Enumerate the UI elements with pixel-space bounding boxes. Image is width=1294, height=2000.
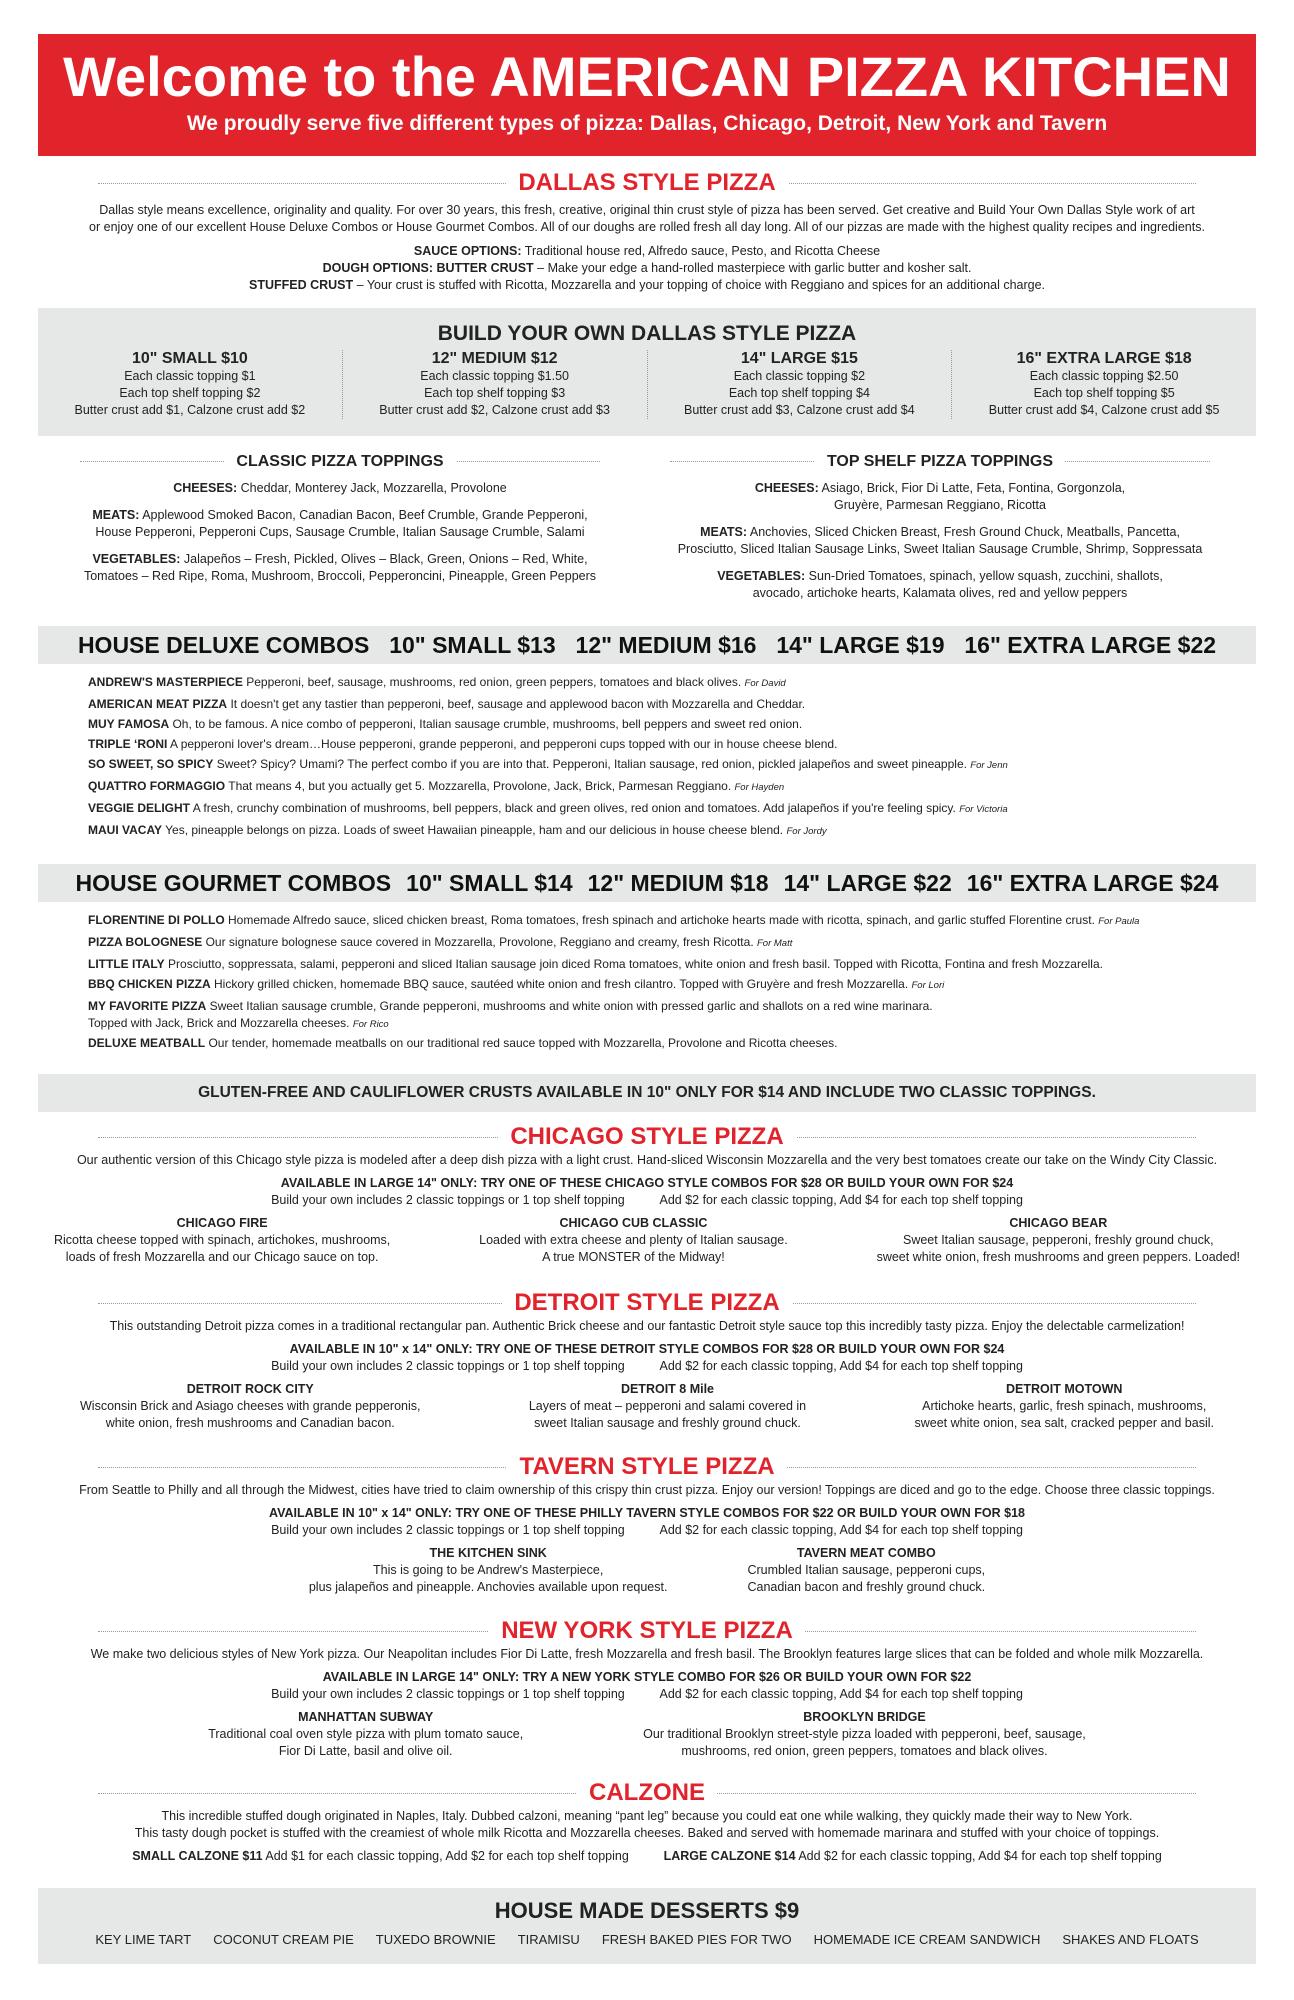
item-name: SO SWEET, SO SPICY xyxy=(88,757,214,771)
byo-title: BUILD YOUR OWN DALLAS STYLE PIZZA xyxy=(437,322,857,345)
detroit-title: DETROIT STYLE PIZZA xyxy=(502,1288,791,1318)
size-line: Each top shelf topping $5 xyxy=(1033,386,1175,400)
calzone-section xyxy=(0,1778,1294,1865)
size-line: Each top shelf topping $2 xyxy=(119,386,261,400)
item-dedication: For Paula xyxy=(1098,916,1140,927)
list-item xyxy=(88,672,1238,694)
list-item xyxy=(88,932,1248,954)
item-name: DELUXE MEATBALL xyxy=(88,1036,206,1050)
size-name: 10" SMALL $10 xyxy=(131,350,248,367)
combo-desc: Sweet Italian sausage, pepperoni, freshly ground chuck, xyxy=(902,1233,1214,1247)
item-name: QUATTRO FORMAGGIO xyxy=(88,779,226,793)
tavern-section xyxy=(0,1452,1294,1596)
detroit-intro: This outstanding Detroit pizza comes in a traditional rectangular pan. Authentic Brick cheese and our fantastic Detroit style sauce top this incredibly tasty pizza. Enjoy the delectable carmelization! xyxy=(109,1319,1185,1333)
tavern-add: Add $2 for each classic topping, Add $4 for each top shelf topping xyxy=(659,1523,1023,1537)
classic-meats-2: House Pepperoni, Pepperoni Cups, Sausage Crumble, Italian Sausage Crumble, Salami xyxy=(95,525,585,539)
deluxe-price: 16" EXTRA LARGE $22 xyxy=(964,631,1217,658)
page-subtitle: We proudly serve five different types of pizza: Dallas, Chicago, Detroit, New York and Tavern xyxy=(186,112,1108,135)
list-item xyxy=(88,1015,1248,1033)
sauce-label: SAUCE OPTIONS: xyxy=(413,244,522,258)
small-calzone-desc: Add $1 for each classic topping, Add $2 for each top shelf topping xyxy=(265,1849,629,1863)
deluxe-price: 10" SMALL $13 xyxy=(389,631,556,658)
size-line: Each top shelf topping $3 xyxy=(424,386,566,400)
deluxe-band xyxy=(38,626,1256,664)
item-name: VEGGIE DELIGHT xyxy=(88,801,191,815)
combo-name: BROOKLYN BRIDGE xyxy=(803,1710,926,1724)
topshelf-cheeses-2: Gruyère, Parmesan Reggiano, Ricotta xyxy=(834,498,1046,512)
large-calzone-desc: Add $2 for each classic topping, Add $4 for each top shelf topping xyxy=(798,1849,1162,1863)
classic-meats: Applewood Smoked Bacon, Canadian Bacon, Beef Crumble, Grande Pepperoni, xyxy=(142,508,588,522)
combo-desc: Canadian bacon and freshly ground chuck. xyxy=(747,1580,986,1594)
stuffed-crust: – Your crust is stuffed with Ricotta, Mozzarella and your topping of choice with Reggiano and spices for an additional charge. xyxy=(356,278,1046,292)
size-line: Each classic topping $2.50 xyxy=(1029,369,1179,383)
calzone-intro-1: This incredible stuffed dough originated in Naples, Italy. Dubbed calzoni, meaning “pant leg” because you could eat one while walking, they quickly made their way to New York. xyxy=(161,1809,1133,1823)
item-desc: Our tender, homemade meatballs on our traditional red sauce topped with Mozzarella, Provolone and Ricotta cheeses. xyxy=(208,1036,838,1050)
list-item xyxy=(88,820,1238,842)
list-item xyxy=(88,1033,1248,1053)
size-line: Butter crust add $4, Calzone crust add $5 xyxy=(988,403,1220,417)
combo-card xyxy=(747,1545,985,1596)
combo-desc: sweet white onion, sea salt, cracked pepper and basil. xyxy=(914,1416,1214,1430)
stuffed-label: STUFFED CRUST xyxy=(248,278,354,292)
item-dedication: For Hayden xyxy=(734,782,785,793)
size-line: Each classic topping $2 xyxy=(733,369,866,383)
dessert-item: TIRAMISU xyxy=(517,1932,580,1947)
list-item xyxy=(88,996,1248,1015)
item-name: MAUI VACAY xyxy=(88,823,163,837)
combo-desc: A true MONSTER of the Midway! xyxy=(542,1250,725,1264)
combo-card xyxy=(877,1215,1240,1266)
detroit-availability: AVAILABLE IN 10" x 14" ONLY: TRY ONE OF THESE DETROIT STYLE COMBOS FOR $28 OR BUILD YOUR OWN FOR $24 xyxy=(289,1342,1005,1356)
detroit-section xyxy=(0,1288,1294,1432)
item-name: MY FAVORITE PIZZA xyxy=(88,999,207,1013)
combo-desc: Crumbled Italian sausage, pepperoni cups, xyxy=(747,1563,986,1577)
combo-name: MANHATTAN SUBWAY xyxy=(298,1710,434,1724)
size-line: Butter crust add $1, Calzone crust add $2 xyxy=(74,403,306,417)
list-item xyxy=(88,910,1248,932)
item-name: FLORENTINE DI POLLO xyxy=(88,913,225,927)
newyork-title: NEW YORK STYLE PIZZA xyxy=(489,1616,805,1646)
tavern-byo: Build your own includes 2 classic toppings or 1 top shelf topping xyxy=(271,1523,625,1537)
chicago-title: CHICAGO STYLE PIZZA xyxy=(498,1122,795,1152)
item-desc: Sweet Italian sausage crumble, Grande pepperoni, mushrooms and white onion with pressed garlic and shallots on a red wine marinara. xyxy=(209,999,933,1013)
combo-desc: Layers of meat – pepperoni and salami covered in xyxy=(528,1399,807,1413)
chicago-availability: AVAILABLE IN LARGE 14" ONLY: TRY ONE OF THESE CHICAGO STYLE COMBOS FOR $28 OR BUILD YOUR OWN FOR $24 xyxy=(280,1176,1014,1190)
combo-desc: Wisconsin Brick and Asiago cheeses with grande pepperonis, xyxy=(80,1399,421,1413)
topshelf-toppings xyxy=(650,450,1230,602)
gourmet-price: 14" LARGE $22 xyxy=(783,869,952,896)
list-item xyxy=(88,694,1238,714)
sauce-options: Traditional house red, Alfredo sauce, Pesto, and Ricotta Cheese xyxy=(524,244,881,258)
gluten-free-note: GLUTEN-FREE AND CAULIFLOWER CRUSTS AVAILABLE IN 10" ONLY FOR $14 AND INCLUDE TWO CLASSIC TOPPINGS. xyxy=(38,1074,1256,1112)
combo-card xyxy=(479,1215,788,1266)
item-desc: A fresh, crunchy combination of mushrooms, bell peppers, black and green olives, red onion and tomatoes. Add jalapeños if you're feeling spicy. xyxy=(192,801,956,815)
tavern-intro: From Seattle to Philly and all through the Midwest, cities have tried to claim ownership of this crispy thin crust pizza. Enjoy our version! Toppings are diced and go to the edge. Choose three classic toppings. xyxy=(79,1483,1215,1497)
item-name: MUY FAMOSA xyxy=(88,717,170,731)
newyork-section xyxy=(0,1616,1294,1760)
list-item xyxy=(88,734,1238,754)
detroit-add: Add $2 for each classic topping, Add $4 for each top shelf topping xyxy=(659,1359,1023,1373)
item-dedication: For Lori xyxy=(911,980,945,991)
dough-options: – Make your edge a hand-rolled masterpiece with garlic butter and kosher salt. xyxy=(537,261,972,275)
size-large xyxy=(648,350,953,419)
topshelf-meats-2: Prosciutto, Sliced Italian Sausage Links, Sweet Italian Sausage Crumble, Shrimp, Soppressata xyxy=(677,542,1203,556)
dallas-title: DALLAS STYLE PIZZA xyxy=(506,168,787,198)
chicago-section xyxy=(0,1122,1294,1266)
item-desc: Hickory grilled chicken, homemade BBQ sauce, sautéed white onion and fresh cilantro. Topped with Gruyère and fresh Mozzarella. xyxy=(214,977,909,991)
gourmet-list xyxy=(88,910,1248,1053)
header-banner xyxy=(38,34,1256,156)
topshelf-veg-2: avocado, artichoke hearts, Kalamata olives, red and yellow peppers xyxy=(752,586,1128,600)
topshelf-veg: Sun-Dried Tomatoes, spinach, yellow squash, zucchini, shallots, xyxy=(808,569,1163,583)
combo-desc: Loaded with extra cheese and plenty of Italian sausage. xyxy=(479,1233,788,1247)
label: VEGETABLES: xyxy=(717,569,806,583)
small-calzone-label: SMALL CALZONE $11 xyxy=(132,1849,263,1863)
deluxe-list xyxy=(88,672,1238,842)
classic-cheeses: Cheddar, Monterey Jack, Mozzarella, Provolone xyxy=(240,481,507,495)
chicago-add: Add $2 for each classic topping, Add $4 for each top shelf topping xyxy=(659,1193,1023,1207)
item-desc: Our signature bolognese sauce covered in Mozzarella, Provolone, Reggiano and creamy, fresh Ricotta. xyxy=(205,935,754,949)
dessert-item: TUXEDO BROWNIE xyxy=(375,1932,496,1947)
size-line: Each classic topping $1 xyxy=(124,369,256,383)
dallas-intro-2: or enjoy one of our excellent House Deluxe Combos or House Gourmet Combos. All of our doughs are rolled fresh all day long. All of our pizzas are made with the highest quality recipes and ingredients. xyxy=(89,220,1205,234)
item-dedication: For Victoria xyxy=(959,804,1008,815)
size-line: Each top shelf topping $4 xyxy=(728,386,870,400)
dessert-item: COCONUT CREAM PIE xyxy=(213,1932,354,1947)
combo-name: DETROIT ROCK CITY xyxy=(186,1382,314,1396)
dessert-item: FRESH BAKED PIES FOR TWO xyxy=(601,1932,792,1947)
combo-desc: white onion, fresh mushrooms and Canadian bacon. xyxy=(105,1416,395,1430)
large-calzone-label: LARGE CALZONE $14 xyxy=(663,1849,796,1863)
combo-card xyxy=(208,1709,523,1760)
newyork-availability: AVAILABLE IN LARGE 14" ONLY: TRY A NEW YORK STYLE COMBO FOR $26 OR BUILD YOUR OWN FOR $22 xyxy=(322,1670,972,1684)
item-desc: That means 4, but you actually get 5. Mozzarella, Provolone, Jack, Brick, Parmesan Reggiano. xyxy=(228,779,732,793)
desserts-title: HOUSE MADE DESSERTS $9 xyxy=(494,1898,800,1923)
combo-name: DETROIT 8 Mile xyxy=(620,1382,715,1396)
item-desc: It doesn't get any tastier than pepperoni, beef, sausage and applewood bacon with Mozzarella and Cheddar. xyxy=(230,697,806,711)
item-desc: Topped with Jack, Brick and Mozzarella cheeses. xyxy=(88,1016,350,1030)
item-name: LITTLE ITALY xyxy=(88,957,165,971)
item-name: BBQ CHICKEN PIZZA xyxy=(88,977,211,991)
combo-desc: Fior Di Latte, basil and olive oil. xyxy=(278,1744,453,1758)
list-item xyxy=(88,776,1238,798)
item-dedication: For David xyxy=(744,678,786,689)
classic-title: CLASSIC PIZZA TOPPINGS xyxy=(224,450,455,474)
combo-desc: plus jalapeños and pineapple. Anchovies available upon request. xyxy=(308,1580,668,1594)
calzone-intro-2: This tasty dough pocket is stuffed with the creamiest of whole milk Ricotta and Mozzarella cheeses. Baked and served with homemade marinara and stuffed with your choice of toppings. xyxy=(134,1826,1160,1840)
combo-name: CHICAGO CUB CLASSIC xyxy=(559,1216,708,1230)
desserts-band xyxy=(38,1888,1256,1964)
topshelf-meats: Anchovies, Sliced Chicken Breast, Fresh Ground Chuck, Meatballs, Pancetta, xyxy=(749,525,1180,539)
combo-card xyxy=(309,1545,668,1596)
classic-toppings xyxy=(60,450,620,585)
label: CHEESES: xyxy=(173,481,238,495)
combo-card xyxy=(54,1215,390,1266)
item-desc: Yes, pineapple belongs on pizza. Loads of sweet Hawaiian pineapple, ham and our delicious in house cheese blend. xyxy=(165,823,784,837)
list-item xyxy=(88,754,1238,776)
size-line: Butter crust add $3, Calzone crust add $4 xyxy=(684,403,915,417)
item-name: PIZZA BOLOGNESE xyxy=(88,935,203,949)
deluxe-price: 12" MEDIUM $16 xyxy=(575,631,757,658)
classic-veg-2: Tomatoes – Red Ripe, Roma, Mushroom, Broccoli, Pepperoncini, Pineapple, Green Peppers xyxy=(83,569,597,583)
label: VEGETABLES: xyxy=(92,552,181,566)
dallas-intro-1: Dallas style means excellence, originality and quality. For over 30 years, this fresh, creative, original thin crust style of pizza has been served. Get creative and Build Your Own Dallas Style work of art xyxy=(99,203,1195,217)
label: MEATS: xyxy=(700,525,748,539)
combo-desc: Ricotta cheese topped with spinach, artichokes, mushrooms, xyxy=(54,1233,391,1247)
combo-card xyxy=(529,1381,806,1432)
size-small xyxy=(38,350,343,419)
deluxe-title: HOUSE DELUXE COMBOS xyxy=(77,631,370,658)
dough-label: DOUGH OPTIONS: BUTTER CRUST xyxy=(322,261,534,275)
combo-desc: mushrooms, red onion, green peppers, tomatoes and black olives. xyxy=(681,1744,1048,1758)
chicago-intro: Our authentic version of this Chicago style pizza is modeled after a deep dish pizza with a light crust. Hand-sliced Wisconsin Mozzarella and the very best tomatoes create our take on the Windy City Classic. xyxy=(76,1153,1218,1167)
size-line: Each classic topping $1.50 xyxy=(420,369,569,383)
calzone-title: CALZONE xyxy=(577,1778,717,1808)
label: CHEESES: xyxy=(754,481,819,495)
item-desc: Pepperoni, beef, sausage, mushrooms, red onion, green peppers, tomatoes and black olives. xyxy=(246,675,742,689)
combo-desc: Traditional coal oven style pizza with plum tomato sauce, xyxy=(208,1727,524,1741)
item-desc: A pepperoni lover's dream…House pepperoni, grande pepperoni, and pepperoni cups topped with our in house cheese blend. xyxy=(170,737,838,751)
combo-name: TAVERN MEAT COMBO xyxy=(796,1546,936,1560)
size-name: 14" LARGE $15 xyxy=(740,350,858,367)
dessert-item: HOMEMADE ICE CREAM SANDWICH xyxy=(813,1932,1041,1947)
newyork-byo: Build your own includes 2 classic toppings or 1 top shelf topping xyxy=(271,1687,625,1701)
combo-desc: Artichoke hearts, garlic, fresh spinach, mushrooms, xyxy=(922,1399,1207,1413)
combo-name: CHICAGO FIRE xyxy=(176,1216,268,1230)
item-name: AMERICAN MEAT PIZZA xyxy=(88,697,228,711)
list-item xyxy=(88,714,1238,734)
classic-veg: Jalapeños – Fresh, Pickled, Olives – Black, Green, Onions – Red, White, xyxy=(183,552,588,566)
size-medium xyxy=(343,350,648,419)
size-name: 12" MEDIUM $12 xyxy=(431,350,558,367)
list-item xyxy=(88,974,1248,996)
item-desc: Homemade Alfredo sauce, sliced chicken breast, Roma tomatoes, fresh spinach and artichoke hearts made with ricotta, spinach, and garlic stuffed Florentine crust. xyxy=(228,913,1095,927)
deluxe-price: 14" LARGE $19 xyxy=(776,631,945,658)
item-desc: Oh, to be famous. A nice combo of pepperoni, Italian sausage crumble, mushrooms, bell peppers and sweet red onion. xyxy=(172,717,803,731)
combo-card xyxy=(80,1381,420,1432)
combo-desc: sweet Italian sausage and freshly ground chuck. xyxy=(534,1416,801,1430)
gourmet-price: 16" EXTRA LARGE $24 xyxy=(966,869,1219,896)
size-extra-large xyxy=(952,350,1256,419)
tavern-title: TAVERN STYLE PIZZA xyxy=(507,1452,786,1482)
dallas-section xyxy=(0,168,1294,294)
gourmet-price: 10" SMALL $14 xyxy=(406,869,573,896)
combo-name: CHICAGO BEAR xyxy=(1009,1216,1108,1230)
gourmet-title: HOUSE GOURMET COMBOS xyxy=(75,869,392,896)
combo-desc: Our traditional Brooklyn street-style pizza loaded with pepperoni, beef, sausage, xyxy=(643,1727,1086,1741)
combo-desc: sweet white onion, fresh mushrooms and green peppers. Loaded! xyxy=(876,1250,1240,1264)
chicago-byo: Build your own includes 2 classic toppings or 1 top shelf topping xyxy=(271,1193,625,1207)
item-desc: Sweet? Spicy? Umami? The perfect combo if you are into that. Pepperoni, Italian sausage, red onion, pickled jalapeños and sweet pineapple. xyxy=(216,757,967,771)
size-name: 16" EXTRA LARGE $18 xyxy=(1016,350,1192,367)
item-name: TRIPLE ‘RONI xyxy=(88,737,168,751)
item-dedication: For Jordy xyxy=(786,826,827,837)
label: MEATS: xyxy=(92,508,140,522)
gourmet-price: 12" MEDIUM $18 xyxy=(587,869,769,896)
gourmet-band xyxy=(38,864,1256,902)
item-dedication: For Matt xyxy=(757,938,793,949)
byo-band xyxy=(38,308,1256,436)
size-line: Butter crust add $2, Calzone crust add $3 xyxy=(379,403,610,417)
combo-name: DETROIT MOTOWN xyxy=(1006,1382,1123,1396)
item-dedication: For Rico xyxy=(352,1019,389,1030)
dessert-item: SHAKES AND FLOATS xyxy=(1062,1932,1199,1947)
combo-card xyxy=(915,1381,1214,1432)
combo-desc: This is going to be Andrew's Masterpiece, xyxy=(373,1563,604,1577)
item-desc: Prosciutto, soppressata, salami, pepperoni and sliced Italian sausage join diced Roma tomatoes, white onion and fresh basil. Topped with Ricotta, Fontina and fresh Mozzarella. xyxy=(168,957,1103,971)
item-name: ANDREW'S MASTERPIECE xyxy=(88,675,243,689)
newyork-add: Add $2 for each classic topping, Add $4 for each top shelf topping xyxy=(659,1687,1023,1701)
topshelf-cheeses: Asiago, Brick, Fior Di Latte, Feta, Fontina, Gorgonzola, xyxy=(821,481,1126,495)
combo-card xyxy=(643,1709,1086,1760)
detroit-byo: Build your own includes 2 classic toppings or 1 top shelf topping xyxy=(271,1359,625,1373)
list-item xyxy=(88,954,1248,974)
newyork-intro: We make two delicious styles of New York pizza. Our Neapolitan includes Fior Di Latte, fresh Mozzarella and fresh basil. The Brooklyn features large slices that can be folded and whole milk Mozzarella. xyxy=(90,1647,1204,1661)
list-item xyxy=(88,798,1238,820)
dessert-item: KEY LIME TART xyxy=(95,1932,192,1947)
combo-desc: loads of fresh Mozzarella and our Chicago sauce on top. xyxy=(65,1250,379,1264)
page-title: Welcome to the AMERICAN PIZZA KITCHEN xyxy=(63,45,1231,108)
combo-name: THE KITCHEN SINK xyxy=(429,1546,547,1560)
tavern-availability: AVAILABLE IN 10" x 14" ONLY: TRY ONE OF THESE PHILLY TAVERN STYLE COMBOS FOR $22 OR BUILD YOUR OWN FOR $18 xyxy=(269,1506,1025,1520)
item-dedication: For Jenn xyxy=(970,760,1008,771)
topshelf-title: TOP SHELF PIZZA TOPPINGS xyxy=(815,450,1065,474)
